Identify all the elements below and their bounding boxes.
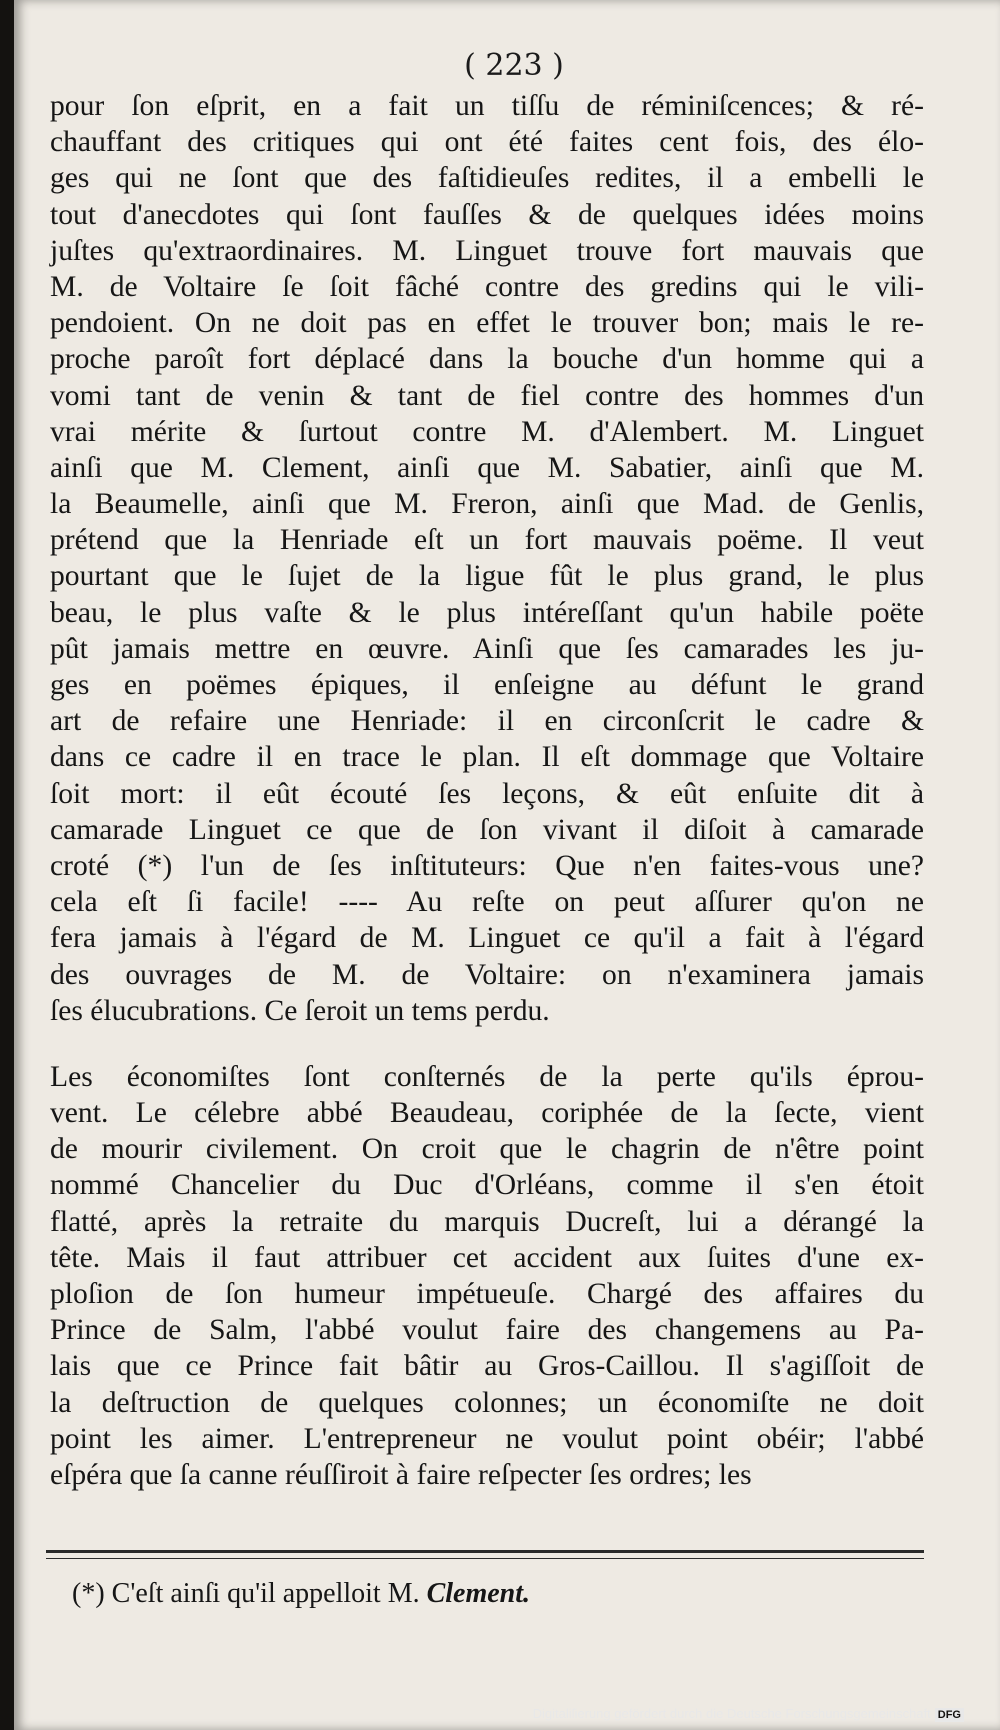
text-line: ges qui ne ſont que des faſtidieuſes redites, il a embelli le <box>50 162 924 195</box>
text-line: dans ce cadre il en trace le plan. Il eſt dommage que Voltaire <box>50 741 924 774</box>
text-line: juſtes qu'extraordinaires. M. Linguet trouve fort mauvais que <box>50 234 924 267</box>
text-line: ges en poëmes épiques, il enſeigne au défunt le grand <box>50 669 924 701</box>
text-line: M. de Voltaire ſe ſoit fâché contre des gredins qui le vili- <box>50 270 924 303</box>
text-line: proche paroît fort déplacé dans la bouche d'un homme qui a <box>50 343 924 376</box>
text-line: tout d'anecdotes qui ſont fauſſes & de quelques idées moins <box>50 198 924 231</box>
text-line: tête. Mais il faut attribuer cet accident aux ſuites d'une ex- <box>50 1241 924 1274</box>
text-line: ſes élucubrations. Ce ſeroit un tems perdu. <box>50 994 550 1027</box>
text-line: art de refaire une Henriade: il en circonſcrit le cadre & <box>50 705 924 738</box>
text-line: pendoient. On ne doit pas en effet le trouver bon; mais le re- <box>50 307 924 340</box>
text-line: des ouvrages de M. de Voltaire: on n'examinera jamais <box>50 958 924 991</box>
text-line: Prince de Salm, l'abbé voulut faire des changemens au Pa- <box>50 1314 924 1347</box>
text-line: vent. Le célebre abbé Beaudeau, coriphée de la ſecte, vient <box>50 1097 924 1130</box>
book-page <box>14 0 1000 1730</box>
text-line: beau, le plus vaſte & le plus intéreſſant qu'un habile poëte <box>50 596 924 629</box>
footnote-name: Clement. <box>426 1578 531 1609</box>
text-line: ſoit mort: il eût écouté ſes leçons, & eût enſuite dit à <box>50 777 924 810</box>
text-line: pût jamais mettre en œuvre. Ainſi que ſes camarades les ju- <box>50 632 924 665</box>
text-line: la deſtruction de quelques colonnes; un économiſte ne doit <box>50 1386 924 1419</box>
digitization-credit <box>533 1706 964 1722</box>
text-line: ainſi que M. Clement, ainſi que M. Sabatier, ainſi que M. <box>50 451 924 484</box>
text-line: nommé Chancelier du Duc d'Orléans, comme il s'en étoit <box>50 1169 924 1202</box>
text-line: fera jamais à l'égard de M. Linguet ce qu'il a fait à l'égard <box>50 922 924 955</box>
text-line: prétend que la Henriade eſt un fort mauvais poëme. Il veut <box>50 524 924 557</box>
text-line: lais que ce Prince fait bâtir au Gros-Caillou. Il s'agiſſoit de <box>50 1350 924 1383</box>
text-line: point les aimer. L'entrepreneur ne voulut point obéir; l'abbé <box>50 1422 924 1455</box>
text-line: ploſion de ſon humeur impétueuſe. Chargé des affaires du <box>50 1278 924 1310</box>
text-line: cela eſt ſi facile! ---- Au reſte on peut aſſurer qu'on ne <box>50 886 924 919</box>
text-line: vomi tant de venin & tant de fiel contre des hommes d'un <box>50 379 924 412</box>
footnote-rule-thick <box>46 1550 924 1553</box>
text-line: pourtant que le ſujet de la ligue fût le plus grand, le plus <box>50 560 924 593</box>
footnote <box>72 1578 530 1610</box>
text-line: vrai mérite & ſurtout contre M. d'Alembert. M. Linguet <box>50 415 924 448</box>
body-text <box>50 88 924 1493</box>
text-line: de mourir civilement. On croit que le chagrin de n'être point <box>50 1133 924 1166</box>
text-line: Les économiſtes ſont conſternés de la perte qu'ils éprou- <box>50 1060 924 1093</box>
text-line: la Beaumelle, ainſi que M. Freron, ainſi que Mad. de Genlis, <box>50 488 924 521</box>
text-line: eſpéra que ſa canne réuſſiroit à faire reſpecter ſes ordres; les <box>50 1458 752 1491</box>
dfg-logo: DFG <box>935 1708 964 1722</box>
text-line: croté (*) l'un de ſes inſtituteurs: Que n'en faites-vous une? <box>50 849 924 882</box>
text-line: pour ſon eſprit, en a fait un tiſſu de réminiſcences; & ré- <box>50 90 924 122</box>
page-number: ( 223 ) <box>464 48 564 83</box>
paragraph-2 <box>50 1059 924 1493</box>
paragraph-gap <box>50 1029 924 1059</box>
footnote-rule-thin <box>46 1558 924 1559</box>
credit-text: Digitaliſierung gefördert durch die Deutsche Forschungsgemeinschaft <box>532 1706 931 1721</box>
footnote-text: (*) C'eſt ainſi qu'il appelloit M. <box>72 1578 427 1609</box>
paragraph-1 <box>50 88 924 1029</box>
text-line: chauffant des critiques qui ont été faites cent fois, des élo- <box>50 126 924 159</box>
text-line: camarade Linguet ce que de ſon vivant il diſoit à camarade <box>50 813 924 846</box>
text-line: flatté, après la retraite du marquis Ducreſt, lui a dérangé la <box>50 1205 924 1238</box>
